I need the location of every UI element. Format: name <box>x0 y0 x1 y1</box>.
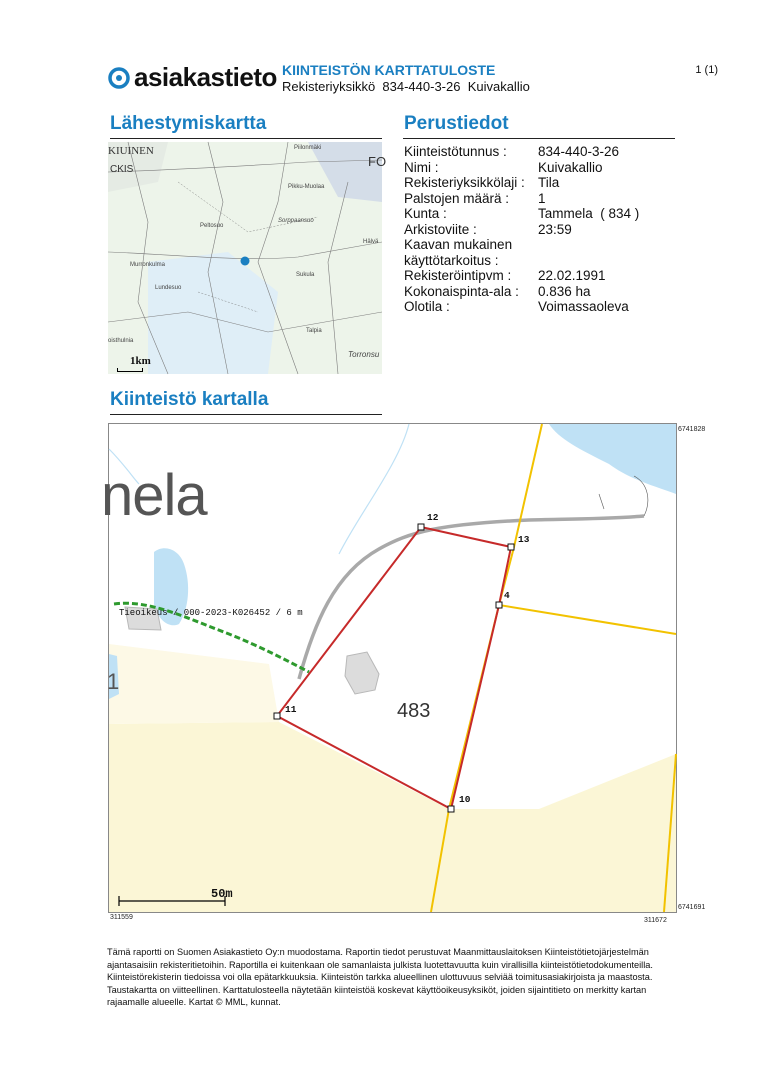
info-row <box>404 144 674 160</box>
asiakastieto-logo <box>108 62 277 93</box>
document-subtitle: Rekisteriyksikkö 834-440-3-26 Kuivakallio <box>282 79 530 94</box>
footer-disclaimer: Tämä raportti on Suomen Asiakastieto Oy:n muodostama. Raportin tiedot perustuvat Maanmittauslaitoksen Kiinteistötietojärjestelmän ajantasaisiin rekisteritietoihin. Raportilla ei kuitenkaan ole samanlaista julkista luotettavuutta kuin virallisilla kiinteistötietodokumenteilla. Kiinteistörekisterin tiedoissa voi olla epätarkkuuksia. Kiinteistön tarkka alueellinen ulottuvuus selviää toimitusasiakirjoista ja maastosta. Taustakartta on viitteellinen. Karttatulosteella näytetään kiinteistöä koskevat käyttöoikeusyksiköt, joiden sijaintitieto on merkitty kartan rajaamalle alueelle. Kartat © MML, kunnat. <box>107 947 653 1007</box>
info-value: 1 <box>538 190 546 206</box>
coord-bottom-right: 6741691 <box>678 904 706 911</box>
info-value: Kuivakallio <box>538 159 603 175</box>
info-label: Kunta : <box>404 206 447 221</box>
info-row <box>404 268 674 284</box>
place-name: Murronkulma <box>130 262 166 268</box>
coord-bottom-left: 311559 <box>110 914 133 921</box>
basic-info-rule <box>403 138 675 139</box>
place-name: Talpia <box>306 328 322 334</box>
approach-scale-label: 1km <box>130 355 151 367</box>
info-label: Rekisteröintipvm : <box>404 268 512 283</box>
coord-bottom-right-x: 311672 <box>644 917 667 924</box>
place-name: KIUINEN <box>108 145 154 157</box>
approach-map-graphic <box>108 142 382 374</box>
place-name: CKIS <box>110 164 134 175</box>
point-label: 4 <box>504 590 510 601</box>
info-row <box>404 160 674 176</box>
property-map <box>101 423 677 913</box>
info-label: Kokonaispinta-ala : <box>404 283 519 299</box>
info-label: Arkistoviite : <box>404 221 477 237</box>
document-title: KIINTEISTÖN KARTTATULOSTE <box>282 62 496 78</box>
info-value: Tammela ( 834 ) <box>538 206 640 221</box>
page-number: 1 (1) <box>695 64 718 76</box>
place-name: Torronsu <box>348 350 380 359</box>
point-label: 11 <box>285 704 297 715</box>
info-label: Kiinteistötunnus : <box>404 144 507 159</box>
approach-map <box>108 142 387 374</box>
info-row <box>404 299 674 315</box>
info-row <box>404 206 674 222</box>
info-value: 0.836 ha <box>538 283 591 299</box>
place-name: Hälvä <box>363 239 379 245</box>
place-name: Peltosuo <box>200 223 224 229</box>
approach-map-title: Lähestymiskartta <box>110 113 267 134</box>
map-digit-label: 1 <box>107 669 120 694</box>
place-name: Sukula <box>296 272 315 278</box>
approach-scale-bar <box>117 368 143 372</box>
info-row <box>404 253 674 269</box>
info-value: 22.02.1991 <box>538 268 606 283</box>
info-row <box>404 191 674 207</box>
coord-top-right: 6741828 <box>678 426 706 433</box>
logo-mark-icon <box>108 67 130 89</box>
place-name: Sorppaansuo <box>278 218 314 224</box>
point-label: 10 <box>459 794 471 805</box>
point-label: 12 <box>427 512 439 523</box>
place-name: Pikku-Muolaa <box>288 184 325 190</box>
info-label: käyttötarkoitus : <box>404 252 499 268</box>
easement-label[interactable]: Tieoikeus / 000-2023-K026452 / 6 m <box>119 608 303 618</box>
brand-name: asiakastieto <box>134 62 277 92</box>
municipality-label: nela <box>101 463 207 528</box>
property-map-title: Kiinteistö kartalla <box>110 389 269 410</box>
place-name: Piilonmäki <box>294 145 322 151</box>
basic-info-table <box>404 144 674 315</box>
parcel-number: 483 <box>397 700 431 722</box>
info-label: Palstojen määrä : <box>404 190 510 206</box>
info-label: Olotila : <box>404 299 450 314</box>
info-value: 23:59 <box>538 221 572 237</box>
map-scale-label: 50m <box>211 887 233 901</box>
approach-map-rule <box>110 138 382 139</box>
info-row <box>404 237 674 253</box>
place-name: FO <box>368 154 387 169</box>
basic-info-title: Perustiedot <box>404 113 509 134</box>
info-value: Tila <box>538 175 560 190</box>
info-row <box>404 222 674 238</box>
info-label: Nimi : <box>404 159 439 175</box>
place-name: oisthulnia <box>108 338 134 344</box>
info-row <box>404 284 674 300</box>
info-value: Voimassaoleva <box>538 299 629 314</box>
property-location-marker <box>241 257 250 266</box>
info-value: 834-440-3-26 <box>538 144 620 159</box>
property-map-rule <box>110 414 382 415</box>
info-label: Rekisteriyksikkölaji : <box>404 175 525 190</box>
info-row <box>404 175 674 191</box>
point-label: 13 <box>518 534 530 545</box>
info-label: Kaavan mukainen <box>404 237 513 252</box>
place-name: Lundesuo <box>155 285 182 291</box>
